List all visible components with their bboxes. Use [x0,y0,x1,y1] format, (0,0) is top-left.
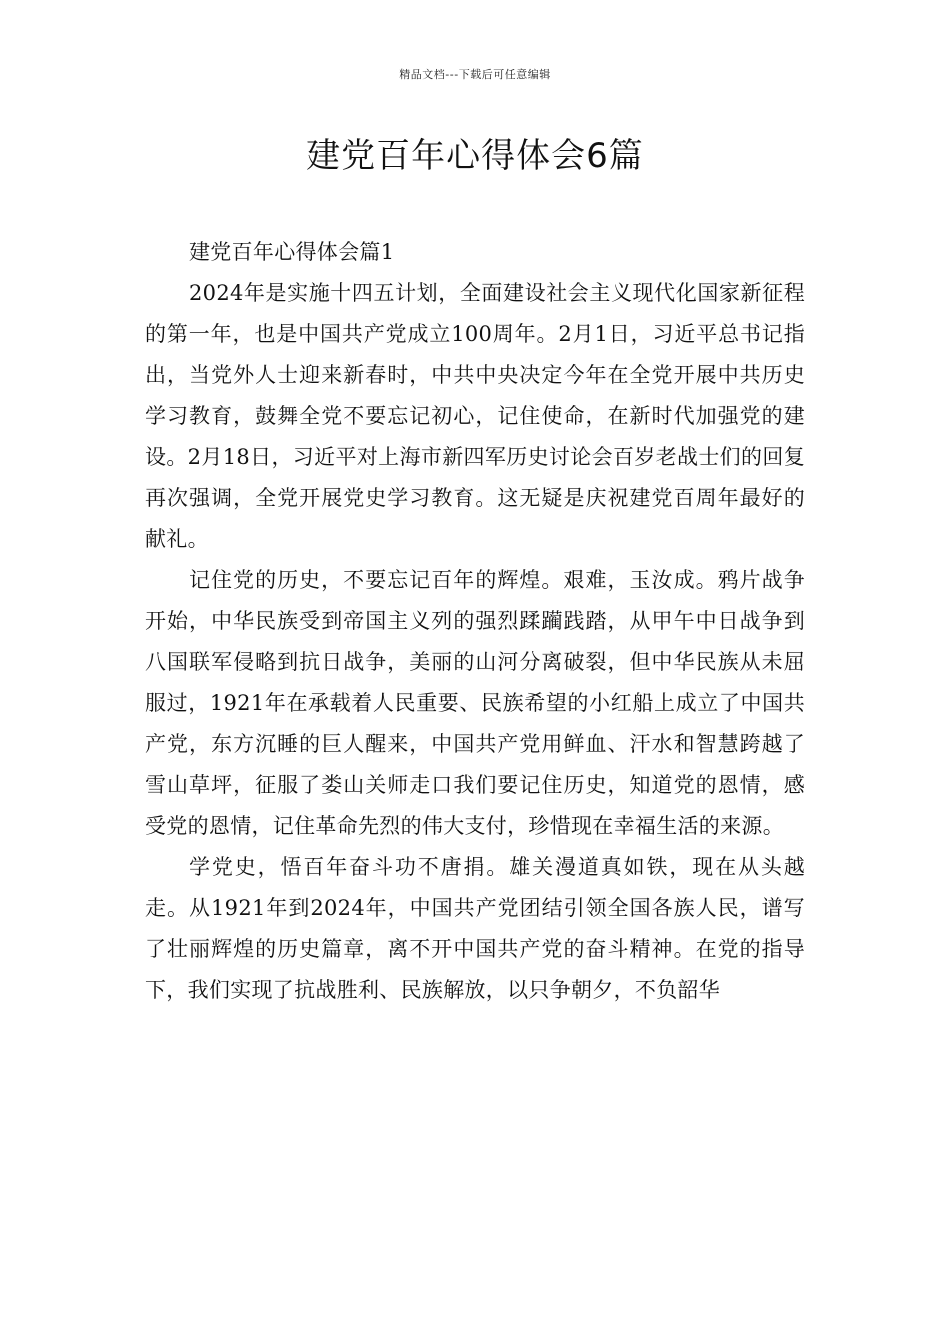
header-note: 精品文档---下载后可任意编辑 [399,68,551,81]
document-body [145,232,805,1011]
paragraph-1: 2024年是实施十四五计划，全面建设社会主义现代化国家新征程的第一年，也是中国共产党成立100周年。2月1日，习近平总书记指出，当党外人士迎来新春时，中共中央决定今年在全党开展中共历史学习教育，鼓舞全党不要忘记初心，记住使命，在新时代加强党的建设。2月18日，习近平对上海市新四军历史讨论会百岁老战士们的回复再次强调，全党开展党史学习教育。这无疑是庆祝建党百周年最好的献礼。 [145,281,805,551]
paragraph-3: 学党史，悟百年奋斗功不唐捐。雄关漫道真如铁，现在从头越走。从1921年到2024年，中国共产党团结引领全国各族人民，谱写了壮丽辉煌的历史篇章，离不开中国共产党的奋斗精神。在党的指导下，我们实现了抗战胜利、民族解放，以只争朝夕，不负韶华 [145,855,805,1002]
document-title: 建党百年心得体会6篇 [306,136,644,176]
paragraph-2: 记住党的历史，不要忘记百年的辉煌。艰难，玉汝成。鸦片战争开始，中华民族受到帝国主义列的强烈蹂躏践踏，从甲午中日战争到八国联军侵略到抗日战争，美丽的山河分离破裂，但中华民族从未屈服过，1921年在承载着人民重要、民族希望的小红船上成立了中国共产党，东方沉睡的巨人醒来，中国共产党用鲜血、汗水和智慧跨越了雪山草坪，征服了娄山关师走口我们要记住历史，知道党的恩情，感受党的恩情，记住革命先烈的伟大支付，珍惜现在幸福生活的来源。 [145,568,805,838]
section-heading: 建党百年心得体会篇1 [189,240,395,264]
